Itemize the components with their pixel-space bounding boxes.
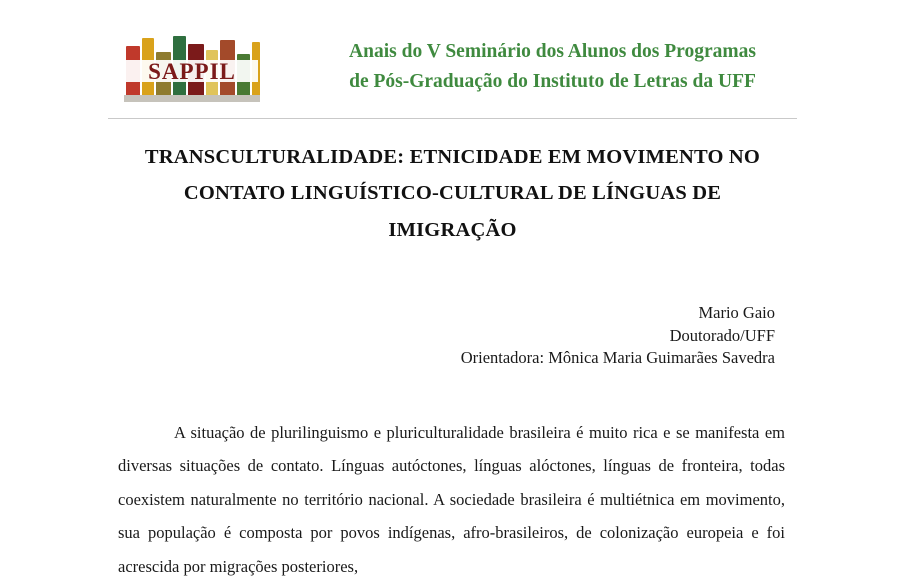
author-advisor: Orientadora: Mônica Maria Guimarães Savedra (460, 348, 775, 368)
header-divider (108, 118, 797, 119)
masthead-line-1: Anais do V Seminário dos Alunos dos Programas (349, 41, 756, 63)
author-block (0, 302, 775, 369)
masthead-title (284, 37, 809, 96)
logo-shelf (124, 95, 260, 102)
document-header (0, 0, 905, 104)
page-title (120, 139, 785, 248)
logo-books-graphic (124, 32, 260, 96)
abstract-paragraph: A situação de plurilinguismo e pluriculturalidade brasileira é muito rica e se manifesta em diversas situações de contato. Línguas autóctones, línguas alóctones, línguas de fronteira, todas coexistem naturalmente no território nacional. A sociedade brasileira é multiétnica em movimento, sua população é composta por povos indígenas, afro-brasileiros, de colonização europeia e foi acrescida por migrações posteriores, (118, 422, 785, 576)
logo-wordmark: SAPPIL (148, 59, 236, 84)
author-affiliation: Doutorado/UFF (669, 325, 775, 345)
author-name: Mario Gaio (698, 303, 775, 323)
sappil-books-logo (118, 30, 266, 104)
masthead-line-2: de Pós-Graduação do Instituto de Letras da UFF (349, 71, 756, 92)
title-line-2: CONTATO LINGUÍSTICO-CULTURAL DE LÍNGUAS DE (183, 182, 722, 205)
title-line-1: TRANSCULTURALIDADE: ETNICIDADE EM MOVIMENTO NO (144, 146, 761, 168)
title-line-3: IMIGRAÇÃO (388, 218, 517, 241)
